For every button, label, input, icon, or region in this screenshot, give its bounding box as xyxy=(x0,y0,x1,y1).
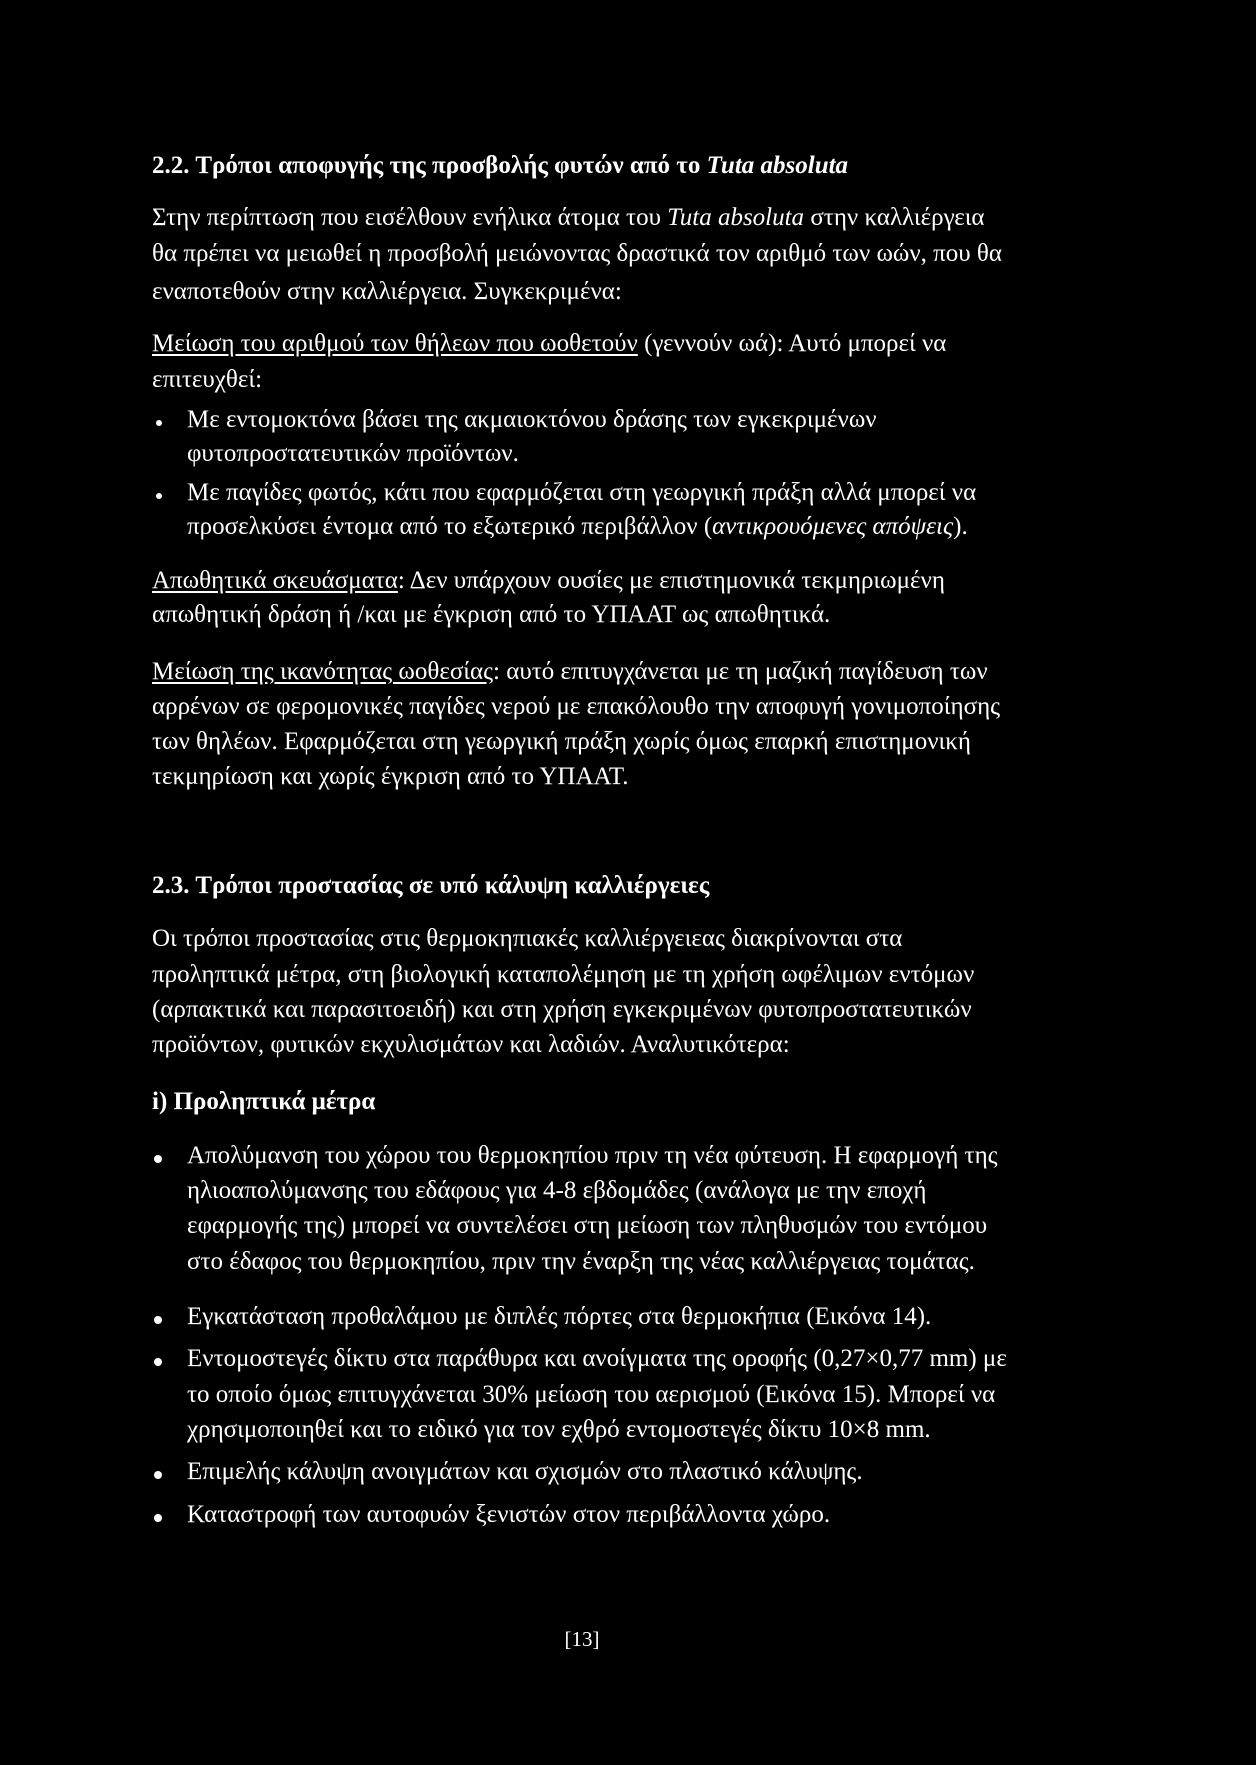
bullet-continuation xyxy=(187,512,968,542)
repellents-line: απωθητική δράση ή /και με έγκριση από το ΥΠΑΑΤ ως απωθητικά. xyxy=(152,601,831,628)
bullet-item xyxy=(187,1457,863,1487)
intro-line: προληπτικά μέτρα, στη βιολογική καταπολέμηση με τη χρήση ωφέλιμων εντόμων xyxy=(152,961,975,988)
bullet-item xyxy=(187,1141,998,1171)
intro-line: (αρπακτικά και παρασιτοειδή) και στη χρήση εγκεκριμένων φυτοπροστατευτικών xyxy=(152,996,972,1023)
bullet-icon xyxy=(154,1358,162,1366)
bullet-item xyxy=(187,478,976,508)
species-name: Tuta absoluta xyxy=(667,204,805,231)
bullet-item xyxy=(187,1344,1007,1374)
bullet-icon xyxy=(154,1514,162,1522)
female-reduction-line xyxy=(152,329,946,359)
paragraph-text: (γεννούν ωά): Αυτό μπορεί να xyxy=(644,330,947,357)
bullet-text: Επιμελής κάλυψη ανοιγμάτων και σχισμών στο πλαστικό κάλυψης. xyxy=(187,1458,863,1485)
page-number: [13] xyxy=(564,1627,600,1651)
bullet-icon xyxy=(156,420,162,426)
bullet-icon xyxy=(154,1316,162,1324)
underlined-term: Απωθητικά σκευάσματα xyxy=(152,567,398,594)
intro-line xyxy=(152,203,985,233)
bullet-continuation: φυτοπροστατευτικών προϊόντων. xyxy=(187,440,519,467)
intro-text: Στην περίπτωση που εισέλθουν ενήλικα άτομα του xyxy=(152,204,661,231)
paragraph-text: : Δεν υπάρχουν ουσίες με επιστημονικά τεκμηριωμένη xyxy=(397,567,945,594)
bullet-continuation: εφαρμογής της) μπορεί να συντελέσει στη μείωση των πληθυσμών του εντόμου xyxy=(187,1212,988,1239)
section-heading-2-2 xyxy=(152,151,848,181)
species-name: Tuta absoluta xyxy=(706,152,849,179)
bullet-text: ). xyxy=(953,513,968,540)
section-number: 2.3. xyxy=(152,872,190,899)
bullet-continuation: ηλιοαπολύμανσης του εδάφους για 4-8 εβδομάδες (ανάλογα με την εποχή xyxy=(187,1177,927,1204)
bullet-text: Με παγίδες φωτός, κάτι που εφαρμόζεται στη γεωργική πράξη αλλά μπορεί να xyxy=(187,479,977,506)
bullet-continuation: χρησιμοποιηθεί και το ειδικό για τον εχθρό εντομοστεγές δίκτυ 10×8 mm. xyxy=(187,1416,931,1443)
bullet-continuation: στο έδαφος του θερμοκηπίου, πριν την έναρξη της νέας καλλιέργειας τομάτας. xyxy=(187,1248,975,1275)
section-heading-2-3 xyxy=(152,871,709,901)
bullet-icon xyxy=(154,1471,162,1479)
intro-text: στην καλλιέργεια xyxy=(810,204,985,231)
oviposition-line xyxy=(152,657,988,687)
oviposition-line: των θηλέων. Εφαρμόζεται στη γεωργική πράξη χωρίς όμως επαρκή επιστημονική xyxy=(152,728,971,755)
female-reduction-line: επιτευχθεί: xyxy=(152,366,263,393)
bullet-text: προσελκύσει έντομα από το εξωτερικό περιβάλλον ( xyxy=(187,513,713,540)
bullet-text: Εντομοστεγές δίκτυ στα παράθυρα και ανοίγματα της οροφής (0,27×0,77 mm) με xyxy=(187,1345,1007,1372)
intro-line: Οι τρόποι προστασίας στις θερμοκηπιακές καλλιέργειεας διακρίνονται στα xyxy=(152,925,903,952)
section-number: 2.2. xyxy=(152,152,190,179)
bullet-item xyxy=(187,405,877,435)
underlined-term: Μείωση του αριθμού των θήλεων που ωοθετούν xyxy=(152,330,638,357)
bullet-text: Καταστροφή των αυτοφυών ξενιστών στον περιβάλλοντα χώρο. xyxy=(187,1501,831,1528)
bullet-icon xyxy=(154,1155,162,1163)
repellents-line xyxy=(152,566,945,596)
oviposition-line: τεκμηρίωση και χωρίς έγκριση από το ΥΠΑΑΤ. xyxy=(152,763,629,790)
bullet-text: Με εντομοκτόνα βάσει της ακμαιοκτόνου δράσης των εγκεκριμένων xyxy=(187,406,877,433)
italic-note: αντικρουόμενες απόψεις xyxy=(712,513,954,540)
bullet-text: Εγκατάσταση προθαλάμου με διπλές πόρτες στα θερμοκήπια (Εικόνα 14). xyxy=(187,1303,932,1330)
intro-line: θα πρέπει να μειωθεί η προσβολή μειώνοντας δραστικά τον αριθμό των ωών, που θα xyxy=(152,240,1002,267)
section-title: Τρόποι αποφυγής της προσβολής φυτών από το xyxy=(195,152,701,179)
bullet-text: Απολύμανση του χώρου του θερμοκηπίου πριν τη νέα φύτευση. Η εφαρμογή της xyxy=(187,1142,998,1169)
subheading-preventive: i) Προληπτικά μέτρα xyxy=(152,1088,376,1115)
section-title: Τρόποι προστασίας σε υπό κάλυψη καλλιέργειες xyxy=(195,872,710,899)
bullet-continuation: το οποίο όμως επιτυγχάνεται 30% μείωση του αερισμού (Εικόνα 15). Μπορεί να xyxy=(187,1381,996,1408)
paragraph-text: : αυτό επιτυγχάνεται με τη μαζική παγίδευση των xyxy=(493,658,988,685)
bullet-item xyxy=(187,1302,931,1332)
oviposition-line: αρρένων σε φερομονικές παγίδες νερού με επακόλουθο την αποφυγή γονιμοποίησης xyxy=(152,693,1001,720)
intro-line: εναποτεθούν στην καλλιέργεια. Συγκεκριμένα: xyxy=(152,278,622,305)
underlined-term: Μείωση της ικανότητας ωοθεσίας xyxy=(152,658,494,685)
intro-line: προϊόντων, φυτικών εκχυλισμάτων και λαδιών. Αναλυτικότερα: xyxy=(152,1031,790,1058)
bullet-icon xyxy=(156,493,162,499)
bullet-item xyxy=(187,1500,830,1530)
